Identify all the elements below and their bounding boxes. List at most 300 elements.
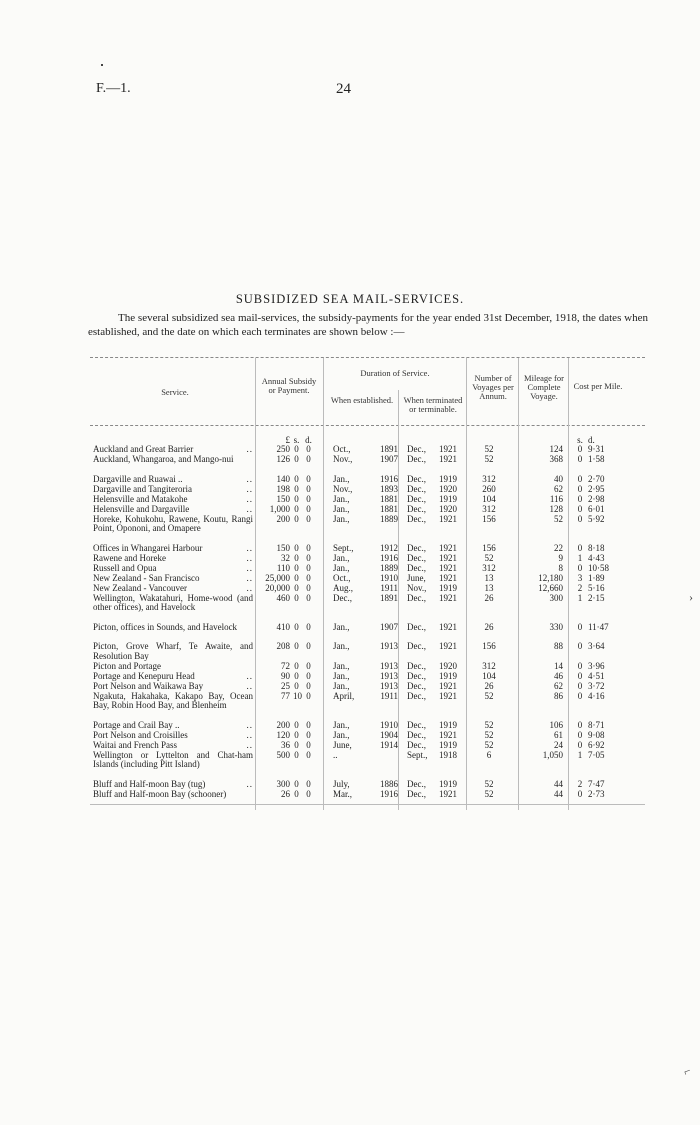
terminated-year: 1921 — [439, 552, 457, 563]
terminated-year: 1921 — [439, 729, 457, 740]
leader-dots: .. — [246, 719, 253, 730]
cost-pence: 3·64 — [588, 641, 605, 651]
established-month: Mar., — [333, 788, 352, 799]
subsidy-shillings: 0 — [294, 788, 299, 799]
terminated-month: Dec., — [407, 493, 426, 504]
established-year: 1914 — [380, 739, 398, 750]
service-name: Port Nelson and Waikawa Bay — [93, 680, 204, 691]
header-subsidy: Annual Subsidy or Payment. — [261, 376, 317, 395]
established-month: Jan., — [333, 729, 350, 740]
established-year: 1881 — [380, 493, 398, 504]
established-year: 1889 — [380, 513, 398, 524]
column-divider — [568, 358, 569, 810]
subsidy-pence: 0 — [306, 660, 311, 671]
leader-dots: .. — [246, 739, 253, 750]
service-name: Rawene and Horeke — [93, 552, 166, 563]
terminated-month: June, — [407, 572, 426, 583]
voyages-per-annum: 52 — [484, 719, 494, 730]
subsidy-pence: 0 — [306, 719, 311, 730]
cost-shillings: 0 — [577, 562, 583, 573]
cost-shillings: 0 — [577, 670, 583, 681]
column-divider — [518, 358, 519, 810]
terminated-year: 1921 — [439, 621, 457, 632]
subsidy-pounds: 26 — [281, 788, 290, 799]
subsidy-pounds: 25,000 — [265, 572, 290, 583]
voyages-per-annum: 312 — [482, 503, 496, 514]
cost-shillings: 2 — [577, 778, 583, 789]
cost-shillings: 0 — [577, 719, 583, 730]
mileage: 40 — [554, 473, 563, 484]
unit-cost-pence: d. — [588, 435, 595, 445]
header-duration: Duration of Service. — [360, 368, 430, 378]
established-month: Jan., — [333, 503, 350, 514]
terminated-month: Dec., — [407, 719, 426, 730]
terminated-month: Dec., — [407, 729, 426, 740]
established-month: Sept., — [333, 542, 354, 553]
subsidy-pounds: 150 — [276, 493, 290, 504]
established-year: 1913 — [380, 641, 398, 651]
mileage: 62 — [554, 680, 563, 691]
cost-pence: 7·05 — [588, 749, 605, 760]
cost-shillings: 0 — [577, 641, 583, 651]
subsidy-shillings: 0 — [294, 493, 299, 504]
cost-shillings: 0 — [577, 513, 583, 524]
terminated-year: 1921 — [439, 592, 457, 603]
subsidy-pounds: 20,000 — [265, 582, 290, 593]
cost-shillings: 0 — [577, 454, 583, 464]
voyages-per-annum: 312 — [482, 562, 496, 573]
subsidy-pence: 0 — [306, 641, 311, 651]
subsidy-shillings: 0 — [294, 621, 299, 632]
terminated-year: 1919 — [439, 739, 457, 750]
service-name: Bluff and Half-moon Bay (tug) — [93, 778, 206, 789]
voyages-per-annum: 13 — [484, 572, 494, 583]
service-name: Auckland, Whangaroa, and Mango-nui — [93, 454, 234, 464]
service-name: Helensville and Dargaville — [93, 503, 190, 514]
terminated-month: Dec., — [407, 621, 426, 632]
cost-pence: 8·71 — [588, 719, 605, 730]
subsidy-pence: 0 — [306, 670, 311, 681]
cost-shillings: 0 — [577, 503, 583, 514]
established-month: July, — [333, 778, 350, 789]
cost-pence: 6·01 — [588, 503, 605, 514]
margin-mark: › — [689, 590, 693, 604]
voyages-per-annum: 312 — [482, 473, 496, 484]
established-year: 1881 — [380, 503, 398, 514]
subsidy-pence: 0 — [306, 542, 311, 553]
established-year: 1891 — [380, 592, 398, 603]
cost-pence: 2·70 — [588, 473, 605, 484]
service-name: Helensville and Matakohe — [93, 493, 188, 504]
terminated-month: Dec., — [407, 641, 426, 651]
established-month: Jan., — [333, 621, 350, 632]
terminated-year: 1919 — [439, 473, 457, 484]
mileage: 368 — [549, 454, 563, 464]
table-bottom-rule — [90, 804, 645, 805]
mileage: 128 — [549, 503, 563, 514]
cost-shillings: 0 — [577, 483, 583, 494]
voyages-per-annum: 52 — [484, 778, 494, 789]
mileage: 12,180 — [538, 572, 563, 583]
voyages-per-annum: 156 — [482, 641, 496, 651]
subsidy-shillings: 0 — [294, 749, 299, 760]
subsidy-pounds: 460 — [276, 592, 290, 603]
terminated-year: 1921 — [439, 513, 457, 524]
terminated-year: 1921 — [439, 542, 457, 553]
subsidy-pence: 0 — [306, 454, 311, 464]
established-year: 1911 — [380, 690, 398, 701]
subsidy-shillings: 0 — [294, 592, 299, 603]
service-name: Picton, Grove Wharf, Te Awaite, and Resolution Bay — [93, 641, 253, 661]
cost-pence: 2·73 — [588, 788, 605, 799]
leader-dots: .. — [246, 552, 253, 563]
established-year: 1889 — [380, 562, 398, 573]
subsidy-shillings: 0 — [294, 454, 299, 464]
subsidy-pence: 0 — [306, 749, 311, 760]
column-divider — [466, 358, 467, 810]
established-month: Jan., — [333, 680, 350, 691]
service-name: Wellington or Lyttelton and Chat-ham Islands (including Pitt Island) — [93, 749, 253, 769]
voyages-per-annum: 26 — [484, 592, 494, 603]
service-name: Portage and Kenepuru Head — [93, 670, 195, 681]
cost-shillings: 0 — [577, 690, 583, 701]
service-name: Picton and Portage — [93, 660, 161, 671]
established-month: Aug., — [333, 582, 353, 593]
subsidy-pence: 0 — [306, 778, 311, 789]
cost-shillings: 0 — [577, 729, 583, 740]
subsidy-pounds: 1,000 — [269, 503, 290, 514]
terminated-month: Dec., — [407, 542, 426, 553]
subsidy-shillings: 0 — [294, 641, 299, 651]
column-divider — [323, 358, 324, 810]
cost-pence: 4·43 — [588, 552, 605, 563]
cost-shillings: 2 — [577, 582, 583, 593]
subsidy-shillings: 0 — [294, 572, 299, 583]
subsidy-pounds: 250 — [276, 444, 290, 454]
subsidy-pounds: 120 — [276, 729, 290, 740]
cost-shillings: 0 — [577, 739, 583, 750]
subsidy-pence: 0 — [306, 690, 311, 701]
established-month: Oct., — [333, 572, 351, 583]
mileage: 9 — [558, 552, 563, 563]
subsidy-pounds: 90 — [281, 670, 290, 681]
established-month: Jan., — [333, 513, 350, 524]
cost-pence: 8·18 — [588, 542, 605, 553]
page-reference: F.—1. — [96, 81, 131, 96]
terminated-year: 1919 — [439, 670, 457, 681]
service-name: Offices in Whangarei Harbour — [93, 542, 203, 553]
mileage: 46 — [554, 670, 563, 681]
subsidy-pounds: 77 — [281, 690, 290, 701]
terminated-year: 1920 — [439, 660, 457, 671]
subsidy-pence: 0 — [306, 513, 311, 524]
established-month: Dec., — [333, 592, 352, 603]
cost-shillings: 0 — [577, 493, 583, 504]
terminated-month: Nov., — [407, 582, 427, 593]
subsidy-shillings: 0 — [294, 582, 299, 593]
established-month: Jan., — [333, 552, 350, 563]
subsidy-shillings: 0 — [294, 513, 299, 524]
terminated-month: Dec., — [407, 739, 426, 750]
mileage: 88 — [554, 641, 563, 651]
cost-pence: 4·51 — [588, 670, 605, 681]
mileage: 22 — [554, 542, 563, 553]
service-name: Wellington, Wakatahuri, Home-wood (and other offices), and Havelock — [93, 592, 253, 612]
service-name: Port Nelson and Croisilles — [93, 729, 188, 740]
subsidy-shillings: 0 — [294, 729, 299, 740]
terminated-year: 1921 — [439, 788, 457, 799]
subsidy-pounds: 410 — [276, 621, 290, 632]
terminated-month: Dec., — [407, 454, 426, 464]
unit-shillings: s. — [293, 435, 300, 445]
cost-pence: 10·58 — [588, 562, 609, 573]
subsidy-shillings: 0 — [294, 719, 299, 730]
mileage: 124 — [549, 444, 563, 454]
subsidy-pounds: 500 — [276, 749, 290, 760]
subsidy-shillings: 0 — [294, 778, 299, 789]
voyages-per-annum: 52 — [484, 444, 494, 454]
subsidy-shillings: 10 — [293, 690, 302, 701]
subsidy-pounds: 198 — [276, 483, 290, 494]
subsidy-pounds: 140 — [276, 473, 290, 484]
voyages-per-annum: 156 — [482, 542, 496, 553]
established-year: 1910 — [380, 572, 398, 583]
terminated-year: 1921 — [439, 454, 457, 464]
leader-dots: .. — [246, 680, 253, 691]
established-month: Jan., — [333, 493, 350, 504]
established-year: 1893 — [380, 483, 398, 494]
voyages-per-annum: 260 — [482, 483, 496, 494]
established-year: 1916 — [380, 473, 398, 484]
established-year: 1891 — [380, 444, 398, 454]
service-name: Auckland and Great Barrier — [93, 444, 194, 454]
mileage: 44 — [554, 778, 563, 789]
leader-dots: .. — [246, 582, 253, 593]
terminated-year: 1920 — [439, 503, 457, 514]
subsidy-pence: 0 — [306, 483, 311, 494]
established-year: 1907 — [380, 454, 398, 464]
mileage: 12,660 — [538, 582, 563, 593]
subsidy-shillings: 0 — [294, 542, 299, 553]
established-year: 1911 — [380, 582, 398, 593]
terminated-month: Dec., — [407, 778, 426, 789]
mileage: 106 — [549, 719, 563, 730]
voyages-per-annum: 312 — [482, 660, 496, 671]
terminated-month: Dec., — [407, 444, 426, 454]
subsidy-shillings: 0 — [294, 670, 299, 681]
terminated-month: Dec., — [407, 660, 426, 671]
header-service: Service. — [161, 387, 189, 397]
subsidy-pence: 0 — [306, 788, 311, 799]
header-cost: Cost per Mile. — [573, 381, 623, 391]
mileage: 61 — [554, 729, 563, 740]
subsidy-pence: 0 — [306, 680, 311, 691]
leader-dots: .. — [246, 483, 253, 494]
cost-pence: 5·16 — [588, 582, 605, 593]
subsidy-pence: 0 — [306, 582, 311, 593]
subsidy-shillings: 0 — [294, 739, 299, 750]
subsidy-pounds: 208 — [276, 641, 290, 651]
subsidy-pence: 0 — [306, 503, 311, 514]
cost-shillings: 0 — [577, 621, 583, 632]
terminated-year: 1921 — [439, 562, 457, 573]
cost-shillings: 3 — [577, 572, 583, 583]
terminated-month: Dec., — [407, 473, 426, 484]
voyages-per-annum: 26 — [484, 680, 494, 691]
voyages-per-annum: 104 — [482, 670, 496, 681]
mileage: 86 — [554, 690, 563, 701]
established-month: Jan., — [333, 562, 350, 573]
subsidy-shillings: 0 — [294, 680, 299, 691]
mileage: 24 — [554, 739, 563, 750]
leader-dots: .. — [246, 729, 253, 740]
subsidy-pounds: 32 — [281, 552, 290, 563]
cost-pence: 2·95 — [588, 483, 605, 494]
established-month: Nov., — [333, 454, 353, 464]
header-voyages: Number of Voyages per Annum. — [472, 373, 514, 401]
cost-shillings: 0 — [577, 680, 583, 691]
unit-pence: d. — [305, 435, 312, 445]
terminated-month: Dec., — [407, 670, 426, 681]
subsidy-shillings: 0 — [294, 444, 299, 454]
established-month: Jan., — [333, 660, 350, 671]
established-year: 1910 — [380, 719, 398, 730]
terminated-year: 1921 — [439, 572, 457, 583]
service-name: New Zealand - Vancouver — [93, 582, 188, 593]
header-top-rule — [90, 357, 645, 358]
mileage: 330 — [549, 621, 563, 632]
established-year: 1913 — [380, 680, 398, 691]
terminated-month: Sept., — [407, 749, 428, 760]
voyages-per-annum: 156 — [482, 513, 496, 524]
voyages-per-annum: 13 — [484, 582, 494, 593]
service-name: Dargaville and Ruawai .. — [93, 473, 183, 484]
header-mileage: Mileage for Complete Voyage. — [524, 373, 564, 401]
established-year: 1907 — [380, 621, 398, 632]
cost-shillings: 1 — [577, 552, 583, 563]
margin-mark: ⌐ — [681, 1063, 693, 1079]
terminated-month: Dec., — [407, 562, 426, 573]
service-name: Dargaville and Tangiteroria — [93, 483, 192, 494]
cost-pence: 9·31 — [588, 444, 605, 454]
speck — [101, 64, 103, 66]
subsidy-pence: 0 — [306, 572, 311, 583]
terminated-year: 1919 — [439, 493, 457, 504]
terminated-year: 1919 — [439, 719, 457, 730]
voyages-per-annum: 52 — [484, 552, 494, 563]
established-month: Jan., — [333, 719, 350, 730]
terminated-year: 1921 — [439, 641, 457, 651]
subsidy-shillings: 0 — [294, 483, 299, 494]
established-month: Jan., — [333, 641, 350, 651]
voyages-per-annum: 26 — [484, 621, 494, 632]
mileage: 44 — [554, 788, 563, 799]
subsidy-pounds: 300 — [276, 778, 290, 789]
terminated-year: 1920 — [439, 483, 457, 494]
cost-shillings: 1 — [577, 749, 583, 760]
established-year: 1886 — [380, 778, 398, 789]
terminated-month: Dec., — [407, 592, 426, 603]
established-month: Oct., — [333, 444, 351, 454]
voyages-per-annum: 52 — [484, 739, 494, 750]
established-year: 1904 — [380, 729, 398, 740]
cost-pence: 11·47 — [588, 621, 609, 632]
leader-dots: .. — [246, 562, 253, 573]
subsidy-pounds: 126 — [276, 454, 290, 464]
voyages-per-annum: 6 — [486, 749, 492, 760]
terminated-month: Dec., — [407, 513, 426, 524]
subsidy-pence: 0 — [306, 739, 311, 750]
subsidy-shillings: 0 — [294, 503, 299, 514]
established-year: 1913 — [380, 670, 398, 681]
cost-shillings: 0 — [577, 660, 583, 671]
established-month: April, — [333, 690, 355, 701]
cost-pence: 7·47 — [588, 778, 605, 789]
service-name: Bluff and Half-moon Bay (schooner) — [93, 788, 227, 799]
mileage: 8 — [558, 562, 563, 573]
cost-pence: 9·08 — [588, 729, 605, 740]
subsidy-shillings: 0 — [294, 552, 299, 563]
terminated-year: 1921 — [439, 444, 457, 454]
column-divider — [398, 390, 399, 810]
terminated-month: Dec., — [407, 680, 426, 691]
terminated-year: 1919 — [439, 778, 457, 789]
subsidy-pounds: 150 — [276, 542, 290, 553]
subsidy-shillings: 0 — [294, 562, 299, 573]
mileage: 116 — [549, 493, 563, 504]
established-month: Jan., — [333, 670, 350, 681]
cost-shillings: 0 — [577, 444, 583, 454]
established-year: 1912 — [380, 542, 398, 553]
document-title: SUBSIDIZED SEA MAIL-SERVICES. — [235, 292, 465, 306]
cost-shillings: 1 — [577, 592, 583, 603]
voyages-per-annum: 52 — [484, 729, 494, 740]
subsidy-pence: 0 — [306, 621, 311, 632]
service-name: New Zealand - San Francisco — [93, 572, 200, 583]
subsidy-pence: 0 — [306, 552, 311, 563]
established-month: .. — [333, 749, 338, 760]
unit-pounds: £ — [285, 435, 290, 445]
leader-dots: .. — [246, 572, 253, 583]
cost-pence: 1·89 — [588, 572, 605, 583]
leader-dots: .. — [246, 670, 253, 681]
subsidy-shillings: 0 — [294, 473, 299, 484]
service-name: Waitai and French Pass — [93, 739, 178, 750]
cost-pence: 3·72 — [588, 680, 605, 691]
service-name: Portage and Crail Bay .. — [93, 719, 180, 730]
leader-dots: .. — [246, 778, 253, 789]
service-name: Picton, offices in Sounds, and Havelock — [93, 621, 238, 632]
mileage: 1,050 — [542, 749, 563, 760]
cost-pence: 6·92 — [588, 739, 605, 750]
cost-shillings: 0 — [577, 473, 583, 484]
header-bottom-rule — [90, 425, 645, 426]
terminated-month: Dec., — [407, 788, 426, 799]
unit-cost-shillings: s. — [577, 435, 583, 445]
subsidy-pence: 0 — [306, 592, 311, 603]
terminated-month: Dec., — [407, 690, 426, 701]
intro-paragraph: The several subsidized sea mail-services, the subsidy-payments for the year ended 31st December, 1918, the dates when established, and the date on which each terminates are shown below :— — [88, 312, 648, 338]
leader-dots: .. — [246, 493, 253, 504]
terminated-year: 1921 — [439, 680, 457, 691]
service-name: Ngakuta, Hakahaka, Kakapo Bay, Ocean Bay, Robin Hood Bay, and Blenheim — [93, 690, 253, 710]
cost-pence: 4·16 — [588, 690, 605, 701]
subsidy-pounds: 36 — [281, 739, 290, 750]
subsidy-pence: 0 — [306, 473, 311, 484]
leader-dots: .. — [246, 444, 253, 454]
subsidy-pounds: 200 — [276, 719, 290, 730]
leader-dots: .. — [246, 542, 253, 553]
